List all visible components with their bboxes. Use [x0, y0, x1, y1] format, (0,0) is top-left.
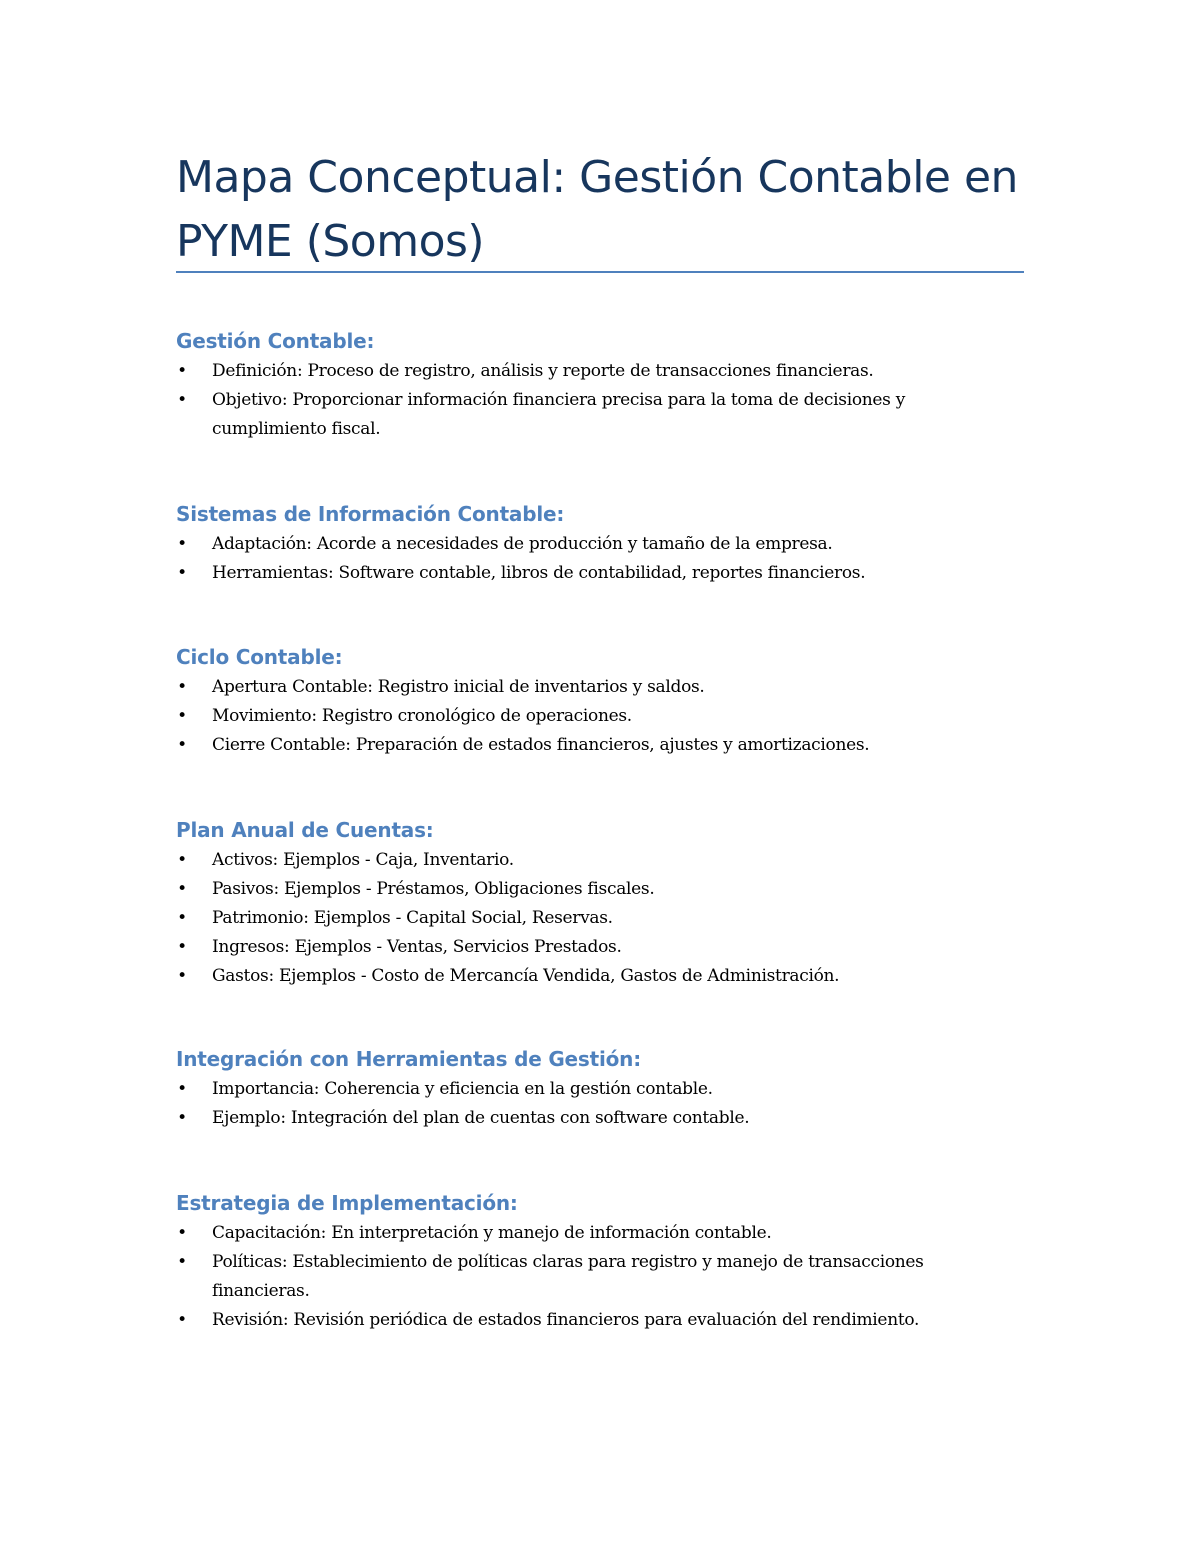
item-label: Objetivo :	[212, 390, 292, 410]
section-plan-anual-cuentas	[176, 816, 1024, 991]
item-label: Ingresos :	[212, 937, 295, 957]
bullet-icon: •	[177, 735, 187, 755]
bullet-icon: •	[177, 908, 187, 928]
item-text: Establecimiento de políticas claras para registro y manejo de transacciones financieras.	[212, 1252, 924, 1301]
item-label: Adaptación :	[212, 534, 317, 554]
bullet-icon: •	[177, 361, 187, 381]
section-heading: Ciclo Contable:	[176, 645, 343, 669]
item-label: Pasivos :	[212, 879, 284, 899]
list-item	[176, 875, 1024, 904]
title-divider	[176, 271, 1024, 273]
document-title: Mapa Conceptual: Gestión Contable en PYME (Somos)	[176, 152, 1018, 267]
bullet-icon: •	[177, 850, 187, 870]
bullet-icon: •	[177, 390, 187, 410]
item-text: Acorde a necesidades de producción y tamaño de la empresa.	[316, 534, 833, 554]
list-item	[176, 530, 1024, 559]
bullet-icon: •	[177, 1252, 187, 1272]
section-integracion-herramientas	[176, 1045, 1024, 1133]
list-item	[176, 1306, 1024, 1335]
list-item	[176, 904, 1024, 933]
bullet-icon: •	[177, 677, 187, 697]
bullet-icon: •	[177, 1223, 187, 1243]
list-item	[176, 1075, 1024, 1104]
item-label: Capacitación :	[212, 1223, 331, 1243]
item-text: Proceso de registro, análisis y reporte de transacciones financieras.	[307, 361, 874, 381]
section-gestion-contable	[176, 327, 1024, 444]
bullet-icon: •	[177, 534, 187, 554]
bullet-list	[176, 530, 1024, 588]
item-text: Registro inicial de inventarios y saldos.	[377, 677, 705, 697]
section-heading: Gestión Contable:	[176, 329, 375, 353]
bullet-icon: •	[177, 1108, 187, 1128]
item-text: Proporcionar información financiera precisa para la toma de decisiones y cumplimiento fiscal.	[212, 390, 906, 439]
list-item	[176, 386, 1024, 444]
bullet-icon: •	[177, 706, 187, 726]
item-text: Software contable, libros de contabilidad, reportes financieros.	[338, 563, 866, 583]
bullet-icon: •	[177, 563, 187, 583]
item-label: Movimiento :	[212, 706, 322, 726]
bullet-icon: •	[177, 1079, 187, 1099]
item-text: Preparación de estados financieros, ajustes y amortizaciones.	[355, 735, 870, 755]
list-item	[176, 1219, 1024, 1248]
item-text: Ejemplos - Préstamos, Obligaciones fiscales.	[283, 879, 655, 899]
list-item	[176, 846, 1024, 875]
item-label: Apertura Contable :	[212, 677, 378, 697]
list-item	[176, 731, 1024, 760]
item-text: En interpretación y manejo de información contable.	[331, 1223, 772, 1243]
item-label: Activos :	[212, 850, 283, 870]
list-item	[176, 933, 1024, 962]
section-heading: Estrategia de Implementación:	[176, 1191, 518, 1215]
bullet-list	[176, 846, 1024, 991]
item-text: Registro cronológico de operaciones.	[321, 706, 632, 726]
bullet-list	[176, 673, 1024, 760]
item-text: Ejemplos - Ventas, Servicios Prestados.	[294, 937, 622, 957]
list-item	[176, 559, 1024, 588]
bullet-icon: •	[177, 1310, 187, 1330]
list-item	[176, 702, 1024, 731]
item-text: Integración del plan de cuentas con software contable.	[290, 1108, 750, 1128]
item-text: Ejemplos - Capital Social, Reservas.	[313, 908, 613, 928]
item-label: Gastos :	[212, 966, 279, 986]
section-ciclo-contable	[176, 643, 1024, 760]
item-text: Revisión periódica de estados financieros para evaluación del rendimiento.	[293, 1310, 920, 1330]
section-sistemas-informacion	[176, 500, 1024, 588]
bullet-list	[176, 1075, 1024, 1133]
bullet-icon: •	[177, 879, 187, 899]
list-item	[176, 962, 1024, 991]
item-text: Ejemplos - Caja, Inventario.	[283, 850, 514, 870]
bullet-list	[176, 357, 1024, 444]
item-label: Herramientas :	[212, 563, 338, 583]
list-item	[176, 357, 1024, 386]
bullet-list	[176, 1219, 1024, 1335]
bullet-icon: •	[177, 937, 187, 957]
list-item	[176, 1104, 1024, 1133]
item-text: Coherencia y eficiencia en la gestión contable.	[324, 1079, 713, 1099]
bullet-icon: •	[177, 966, 187, 986]
item-label: Definición :	[212, 361, 308, 381]
section-heading: Sistemas de Información Contable:	[176, 502, 565, 526]
item-label: Ejemplo :	[212, 1108, 291, 1128]
item-label: Políticas :	[212, 1252, 292, 1272]
list-item	[176, 673, 1024, 702]
section-heading: Plan Anual de Cuentas:	[176, 818, 434, 842]
list-item	[176, 1248, 1024, 1306]
item-label: Cierre Contable :	[212, 735, 356, 755]
item-label: Revisión :	[212, 1310, 293, 1330]
item-label: Importancia :	[212, 1079, 324, 1099]
item-text: Ejemplos - Costo de Mercancía Vendida, Gastos de Administración.	[278, 966, 840, 986]
item-label: Patrimonio :	[212, 908, 314, 928]
section-heading: Integración con Herramientas de Gestión:	[176, 1047, 641, 1071]
section-estrategia-implementacion	[176, 1189, 1024, 1335]
